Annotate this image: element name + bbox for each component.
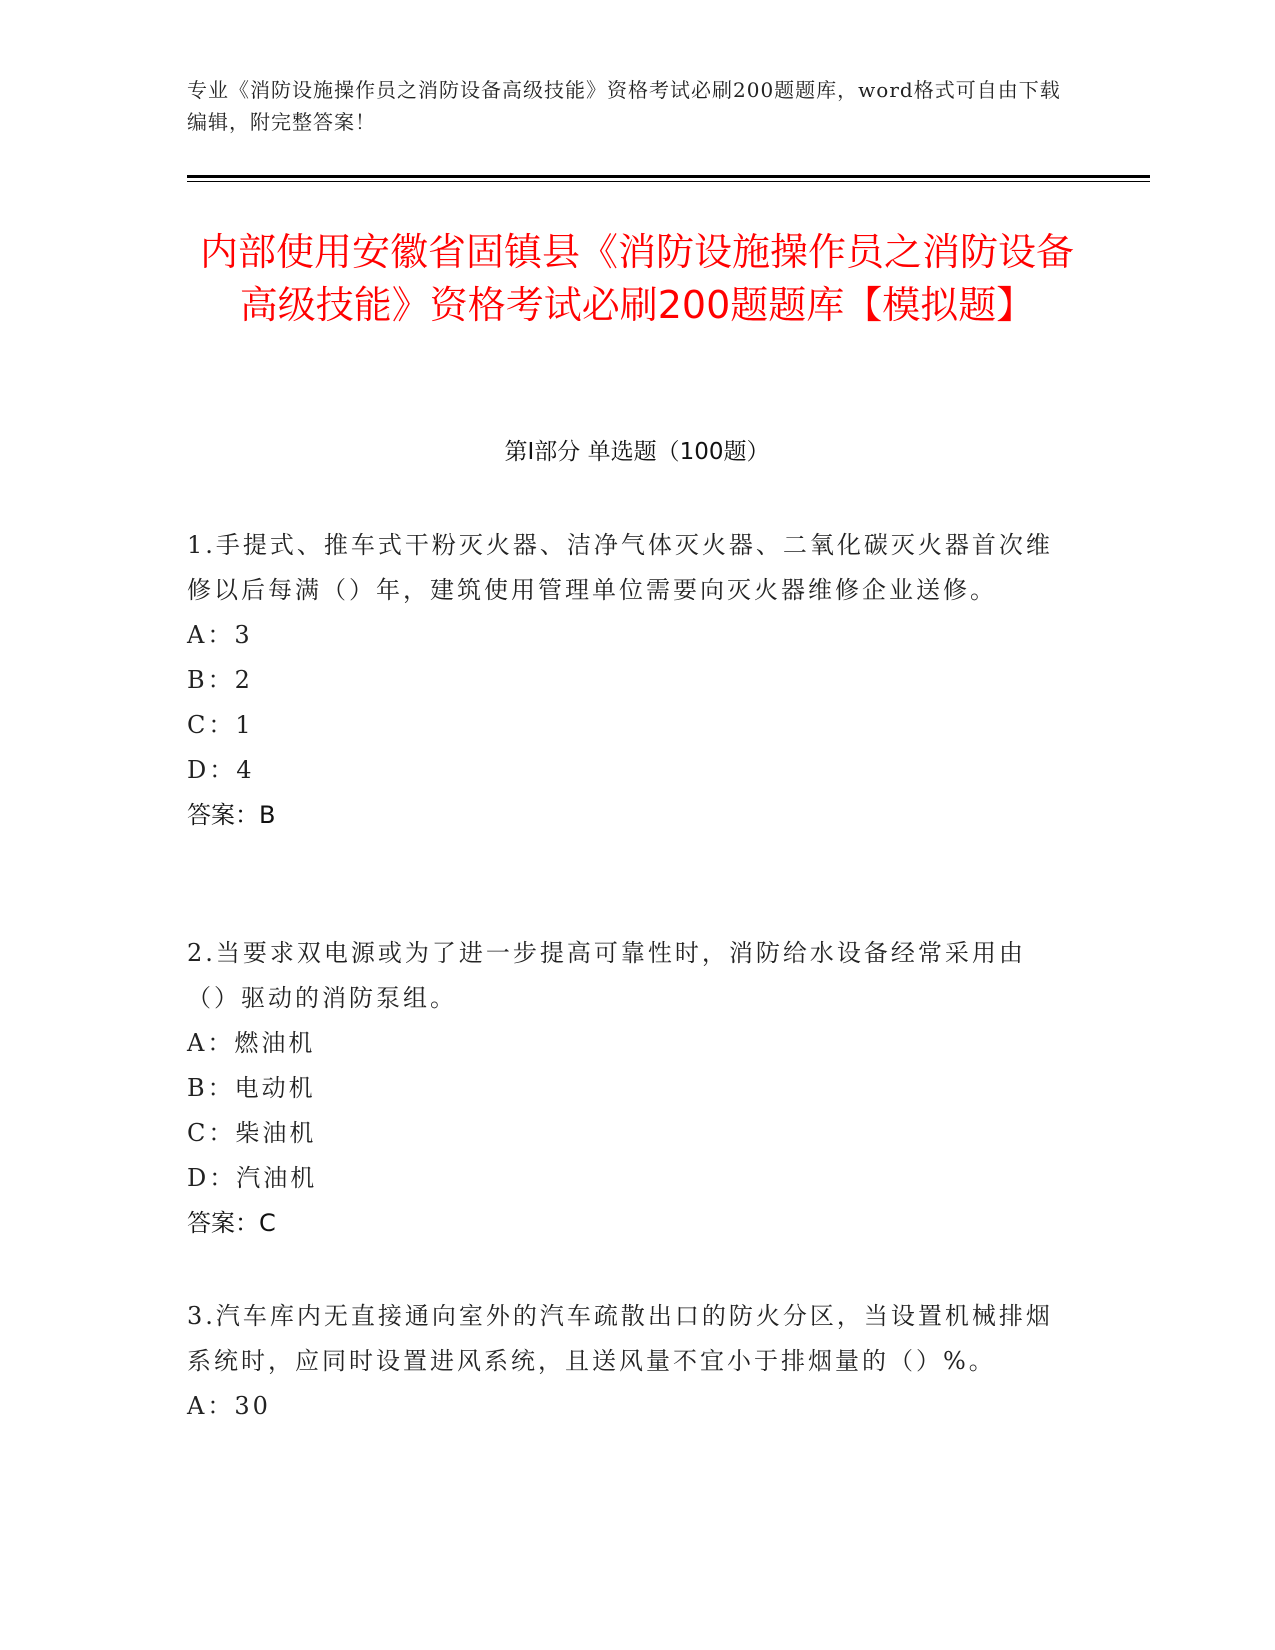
- question-stem: 1.手提式、推车式干粉灭火器、洁净气体灭火器、二氧化碳灭火器首次维修以后每满（）年，建筑使用管理单位需要向灭火器维修企业送修。: [187, 531, 1053, 604]
- answer: 答案：C: [187, 1209, 276, 1237]
- option-a: A：燃油机: [187, 1029, 316, 1057]
- option-c: C：1: [187, 711, 254, 739]
- answer: 答案：B: [187, 801, 276, 829]
- header-note: 专业《消防设施操作员之消防设备高级技能》资格考试必刷200题题库，word格式可自由下载编辑，附完整答案！: [187, 78, 1061, 134]
- header-rule-thick: [187, 175, 1150, 178]
- option-a: A：30: [187, 1392, 271, 1420]
- question-stem: 3.汽车库内无直接通向室外的汽车疏散出口的防火分区，当设置机械排烟系统时，应同时设置进风系统，且送风量不宜小于排烟量的（）%。: [187, 1302, 1053, 1375]
- header-rule-thin: [187, 181, 1150, 182]
- option-a: A：3: [187, 621, 253, 649]
- question-stem: 2.当要求双电源或为了进一步提高可靠性时，消防给水设备经常采用由（）驱动的消防泵组。: [187, 939, 1026, 1012]
- section-title: 第I部分 单选题（100题）: [504, 439, 770, 465]
- option-b: B：2: [187, 666, 253, 694]
- option-d: D：4: [187, 756, 255, 784]
- question-2: [187, 931, 1067, 1246]
- document-title: 内部使用安徽省固镇县《消防设施操作员之消防设备高级技能》资格考试必刷200题题库【模拟题】: [199, 230, 1074, 327]
- question-3: [187, 1294, 1067, 1429]
- question-1: [187, 523, 1067, 838]
- option-c: C：柴油机: [187, 1119, 317, 1147]
- option-b: B：电动机: [187, 1074, 316, 1102]
- option-d: D：汽油机: [187, 1164, 318, 1192]
